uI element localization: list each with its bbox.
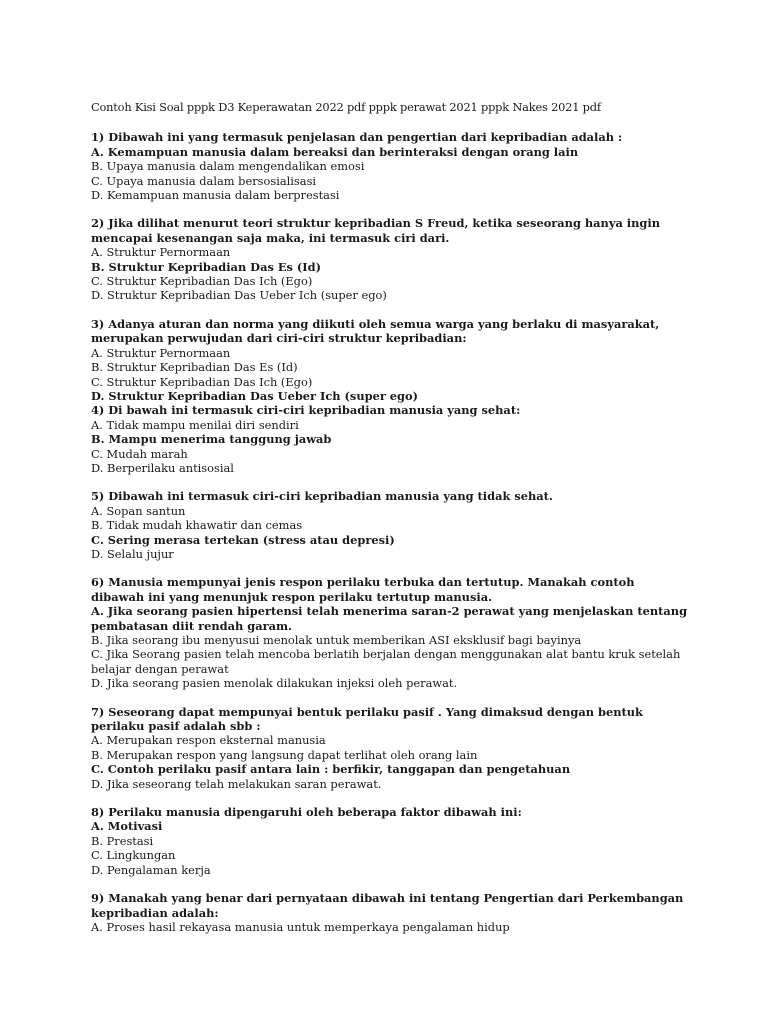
answer-option-correct: B. Mampu menerima tanggung jawab [91,432,332,447]
answer-option: C. Lingkungan [91,848,176,863]
answer-option: D. Selalu jujur [91,546,174,561]
question-block [91,805,691,877]
answer-option: B. Merupakan respon yang langsung dapat terlihat oleh orang lain [91,747,478,762]
answer-option-correct: A. Jika seorang pasien hipertensi telah menerima saran-2 perawat yang menjelaskan tentang pembatasan diit rendah garam. [91,604,688,633]
answer-option: D. Berperilaku antisosial [91,460,234,475]
question-text: 8) Perilaku manusia dipengaruhi oleh beberapa faktor dibawah ini: [91,805,522,820]
answer-option: A. Sopan santun [91,503,186,518]
answer-option: C. Upaya manusia dalam bersosialisasi [91,173,317,188]
question-block [91,575,691,690]
answer-option: D. Jika seorang pasien menolak dilakukan injeksi oleh perawat. [91,676,458,691]
question-block [91,489,691,561]
question-list [91,130,691,934]
answer-option: C. Struktur Kepribadian Das Ich (Ego) [91,374,313,389]
answer-option: D. Pengalaman kerja [91,862,211,877]
answer-option-correct: C. Contoh perilaku pasif antara lain : berfikir, tanggapan dan pengetahuan [91,762,571,777]
document-page [91,100,691,948]
question-text: 5) Dibawah ini termasuk ciri-ciri kepribadian manusia yang tidak sehat. [91,489,553,504]
question-block [91,317,691,403]
answer-option: C. Struktur Kepribadian Das Ich (Ego) [91,274,313,289]
answer-option: B. Tidak mudah khawatir dan cemas [91,518,303,533]
answer-option: B. Jika seorang ibu menyusui menolak untuk memberikan ASI eksklusif bagi bayinya [91,633,582,647]
answer-option: A. Struktur Pernormaan [91,345,231,360]
question-text: 3) Adanya aturan dan norma yang diikuti oleh semua warga yang berlaku di masyarakat, merupakan perwujudan dari ciri-ciri struktur kepribadian: [91,316,660,346]
answer-option: A. Proses hasil rekayasa manusia untuk memperkaya pengalaman hidup [91,919,510,934]
answer-option-correct: C. Sering merasa tertekan (stress atau depresi) [91,532,395,547]
question-text: 9) Manakah yang benar dari pernyataan dibawah ini tentang Pengertian dari Perkembangan kepribadian adalah: [91,891,684,920]
question-text: 1) Dibawah ini yang termasuk penjelasan dan pengertian dari kepribadian adalah : [91,130,623,145]
answer-option: C. Mudah marah [91,446,188,461]
question-text: 7) Seseorang dapat mempunyai bentuk perilaku pasif . Yang dimaksud dengan bentuk perilaku pasif adalah sbb : [91,704,643,734]
question-block [91,891,691,934]
answer-option: B. Upaya manusia dalam mengendalikan emosi [91,159,365,174]
document-title: Contoh Kisi Soal pppk D3 Keperawatan 2022 pdf pppk perawat 2021 pppk Nakes 2021 pdf [91,100,601,114]
question-block [91,403,691,475]
question-text: 6) Manusia mempunyai jenis respon perilaku terbuka dan tertutup. Manakah contoh dibawah ini yang menunjuk respon perilaku tertutup manusia. [91,575,635,604]
answer-option-correct: B. Struktur Kepribadian Das Es (Id) [91,259,321,274]
answer-option: D. Jika seseorang telah melakukan saran perawat. [91,776,382,791]
answer-option-correct: D. Struktur Kepribadian Das Ueber Ich (super ego) [91,388,418,403]
question-text: 4) Di bawah ini termasuk ciri-ciri kepribadian manusia yang sehat: [91,403,521,418]
question-text: 2) Jika dilihat menurut teori struktur kepribadian S Freud, ketika seseorang hanya ingin mencapai kesenangan saja maka, ini termasuk ciri dari. [91,216,660,245]
answer-option: C. Jika Seorang pasien telah mencoba berlatih berjalan dengan menggunakan alat bantu kruk setelah belajar dengan perawat [91,647,681,676]
answer-option: D. Struktur Kepribadian Das Ueber Ich (super ego) [91,288,387,303]
answer-option: B. Prestasi [91,833,154,848]
answer-option: A. Merupakan respon eksternal manusia [91,733,326,748]
question-block [91,130,691,202]
question-block [91,216,691,302]
answer-option: A. Struktur Pernormaan [91,245,231,260]
answer-option-correct: A. Motivasi [91,819,163,834]
answer-option: A. Tidak mampu menilai diri sendiri [91,417,299,432]
question-block [91,705,691,791]
answer-option: B. Struktur Kepribadian Das Es (Id) [91,360,298,375]
answer-option: D. Kemampuan manusia dalam berprestasi [91,188,340,203]
answer-option-correct: A. Kemampuan manusia dalam bereaksi dan berinteraksi dengan orang lain [91,144,579,159]
